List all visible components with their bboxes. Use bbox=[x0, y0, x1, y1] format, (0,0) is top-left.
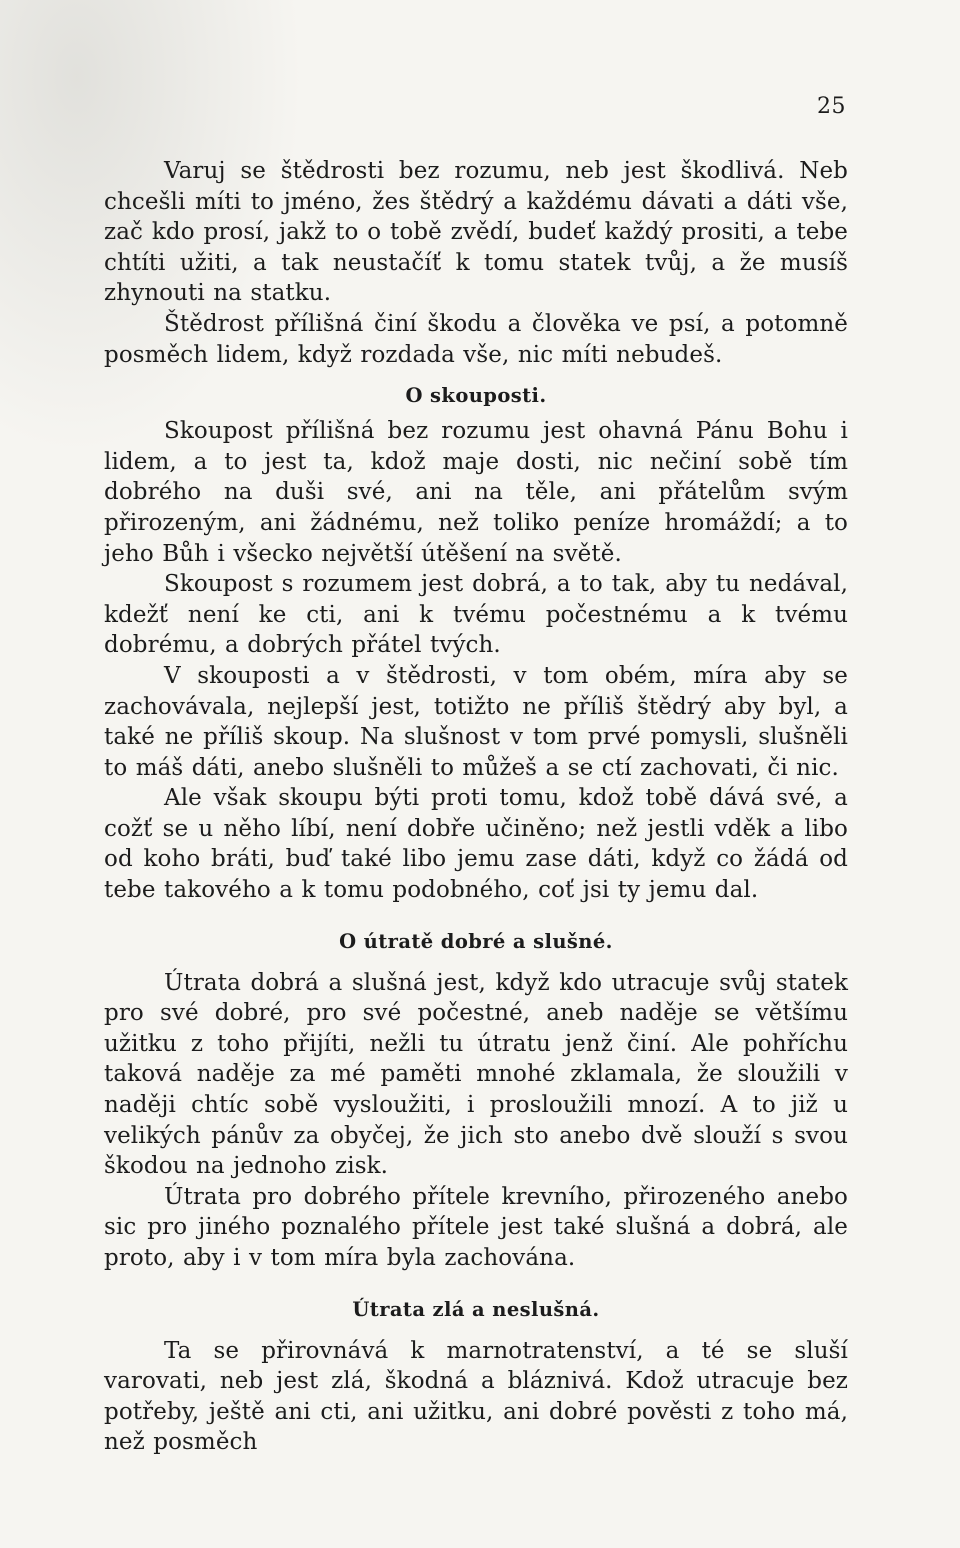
paragraph: V skouposti a v štědrosti, v tom obém, míra aby se zachovávala, nejlepší jest, totižto ne příliš štědrý aby byl, a také ne příliš skoup. Na slušnost v tom prvé pomysli, slušněli to máš dáti, anebo slušněli to můžeš a se ctí zachovati, či nic. bbox=[104, 662, 848, 781]
paragraph: Skoupost s rozumem jest dobrá, a to tak, aby tu nedával, kdežť není ke cti, ani k tvému počestnému a k tvému dobrému, a dobrých přátel tvých. bbox=[104, 571, 848, 659]
body-text bbox=[104, 156, 848, 1458]
section-heading: Útrata zlá a neslušná. bbox=[352, 1297, 600, 1321]
paragraph: Varuj se štědrosti bez rozumu, neb jest škodlivá. Neb chcešli míti to jméno, žes štědrý a každému dávati a dáti vše, zač kdo prosí, jakž to o tobě zvědí, budeť každý prositi, a tebe chtíti užiti, a tak neustačíť k tomu statek tvůj, a že musíš zhynouti na statku. bbox=[104, 158, 848, 307]
paragraph: Štědrost přílišná činí škodu a člověka ve psí, a potomně posměch lidem, když rozdada vše, nic míti nebudeš. bbox=[104, 310, 848, 368]
paragraph: Skoupost přílišná bez rozumu jest ohavná Pánu Bohu i lidem, a to jest ta, kdož maje dosti, nic nečiní sobě tím dobrého na duši své, ani na těle, ani přátelům svým přirozeným, ani žádnému, než toliko peníze hromáždí; a to jeho Bůh i všecko největší útěšení na světě. bbox=[104, 418, 848, 567]
paragraph: Útrata dobrá a slušná jest, když kdo utracuje svůj statek pro své dobré, pro své počestné, aneb naděje se většímu užitku z toho přijíti, nežli tu útratu jenž činí. Ale pohříchu taková naděje za mé paměti mnohé zklamala, že sloužili v naději chtíc sobě vysloužiti, i prosloužili mnozí. A to již u velikých pánův za obyčej, že jich sto anebo dvě slouží s svou škodou na jednoho zisk. bbox=[104, 969, 848, 1180]
paragraph: Útrata pro dobrého přítele krevního, přirozeného anebo sic pro jiného poznalého přítele jest také slušná a dobrá, ale proto, aby i v tom míra byla zachována. bbox=[104, 1183, 848, 1271]
section-heading: O skouposti. bbox=[405, 384, 547, 408]
paragraph: Ta se přirovnává k marnotratenství, a té se sluší varovati, neb jest zlá, škodná a bláznivá. Kdož utracuje bez potřeby, ještě ani cti, ani užitku, ani dobré pověsti z toho má, než posměch bbox=[104, 1337, 848, 1456]
paragraph: Ale však skoupu býti proti tomu, kdož tobě dává své, a cožť se u něho líbí, není dobře učiněno; než jestli vděk a libo od koho bráti, buď také libo jemu zase dáti, když co žádá od tebe takového a k tomu podobného, coť jsi ty jemu dal. bbox=[104, 785, 848, 904]
section-heading: O útratě dobré a slušné. bbox=[339, 929, 613, 953]
page-number: 25 bbox=[817, 94, 846, 119]
